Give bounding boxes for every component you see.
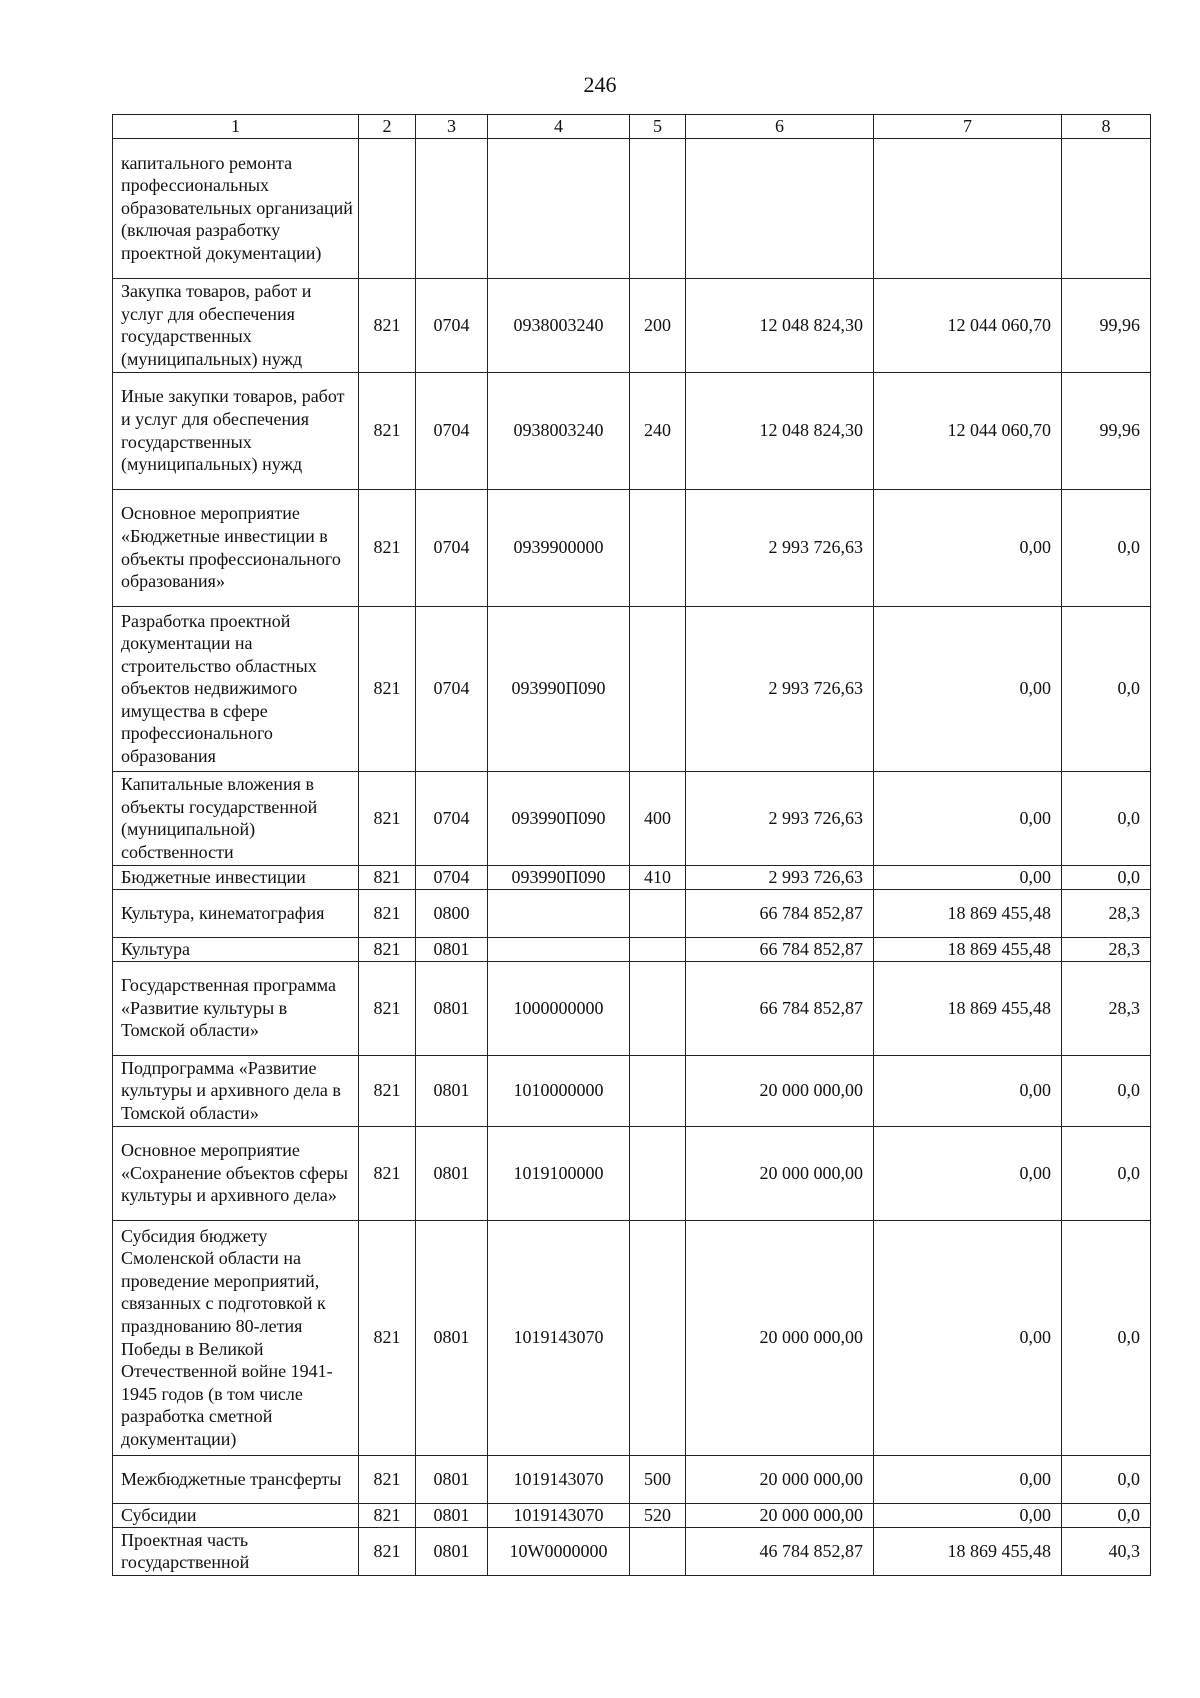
- approved-amount-cell: 2 993 726,63: [686, 771, 874, 865]
- section-code-cell: 0801: [416, 1503, 488, 1527]
- approved-amount-cell: [686, 138, 874, 278]
- row-label-cell: Закупка товаров, работ и услуг для обеспечения государственных (муниципальных) нужд: [113, 278, 359, 372]
- execution-percent-cell: 0,0: [1062, 1220, 1151, 1455]
- table-row: [113, 489, 1151, 606]
- header-cell: 5: [630, 115, 686, 139]
- row-label-cell: Иные закупки товаров, работ и услуг для обеспечения государственных (муниципальных) нужд: [113, 372, 359, 489]
- expense-type-code-cell: [630, 138, 686, 278]
- row-label-cell: Разработка проектной документации на строительство областных объектов недвижимого имущества в сфере профессионального образования: [113, 606, 359, 771]
- section-code-cell: 0801: [416, 1126, 488, 1220]
- execution-percent-cell: 99,96: [1062, 278, 1151, 372]
- table-row: [113, 278, 1151, 372]
- ministry-code-cell: 821: [359, 771, 416, 865]
- page-number: 246: [583, 72, 617, 97]
- row-label-cell: Субсидии: [113, 1503, 359, 1527]
- executed-amount-cell: 0,00: [874, 865, 1062, 889]
- expense-type-code-cell: [630, 1055, 686, 1126]
- row-label-cell: Межбюджетные трансферты: [113, 1455, 359, 1503]
- section-code-cell: 0801: [416, 1527, 488, 1575]
- executed-amount-cell: [874, 138, 1062, 278]
- approved-amount-cell: 66 784 852,87: [686, 937, 874, 961]
- target-article-code-cell: 10W0000000: [488, 1527, 630, 1575]
- executed-amount-cell: 12 044 060,70: [874, 278, 1062, 372]
- table-row: [113, 372, 1151, 489]
- ministry-code-cell: 821: [359, 1220, 416, 1455]
- target-article-code-cell: 1019143070: [488, 1455, 630, 1503]
- table-row: [113, 937, 1151, 961]
- row-label-cell: Бюджетные инвестиции: [113, 865, 359, 889]
- table-row: [113, 865, 1151, 889]
- table-row: [113, 771, 1151, 865]
- section-code-cell: 0800: [416, 889, 488, 937]
- budget-table: [112, 114, 1151, 1576]
- section-code-cell: 0801: [416, 1220, 488, 1455]
- row-label-cell: Основное мероприятие «Сохранение объектов сферы культуры и архивного дела»: [113, 1126, 359, 1220]
- expense-type-code-cell: 240: [630, 372, 686, 489]
- approved-amount-cell: 20 000 000,00: [686, 1220, 874, 1455]
- execution-percent-cell: 0,0: [1062, 489, 1151, 606]
- table-row: [113, 1220, 1151, 1455]
- target-article-code-cell: 1010000000: [488, 1055, 630, 1126]
- table-row: [113, 1455, 1151, 1503]
- expense-type-code-cell: [630, 937, 686, 961]
- approved-amount-cell: 20 000 000,00: [686, 1455, 874, 1503]
- row-label-cell: Культура, кинематография: [113, 889, 359, 937]
- ministry-code-cell: 821: [359, 889, 416, 937]
- row-label-cell: Проектная часть государственной: [113, 1527, 359, 1575]
- approved-amount-cell: 20 000 000,00: [686, 1055, 874, 1126]
- header-cell: 7: [874, 115, 1062, 139]
- execution-percent-cell: [1062, 138, 1151, 278]
- expense-type-code-cell: 520: [630, 1503, 686, 1527]
- ministry-code-cell: 821: [359, 372, 416, 489]
- expense-type-code-cell: [630, 889, 686, 937]
- row-label-cell: Государственная программа «Развитие культуры в Томской области»: [113, 961, 359, 1055]
- expense-type-code-cell: 400: [630, 771, 686, 865]
- header-cell: 2: [359, 115, 416, 139]
- ministry-code-cell: 821: [359, 961, 416, 1055]
- executed-amount-cell: 0,00: [874, 606, 1062, 771]
- approved-amount-cell: 20 000 000,00: [686, 1503, 874, 1527]
- execution-percent-cell: 28,3: [1062, 961, 1151, 1055]
- target-article-code-cell: 1019143070: [488, 1220, 630, 1455]
- target-article-code-cell: 1019100000: [488, 1126, 630, 1220]
- execution-percent-cell: 28,3: [1062, 937, 1151, 961]
- row-label-cell: Подпрограмма «Развитие культуры и архивного дела в Томской области»: [113, 1055, 359, 1126]
- executed-amount-cell: 18 869 455,48: [874, 1527, 1062, 1575]
- section-code-cell: 0704: [416, 771, 488, 865]
- approved-amount-cell: 46 784 852,87: [686, 1527, 874, 1575]
- target-article-code-cell: [488, 937, 630, 961]
- row-label-cell: Культура: [113, 937, 359, 961]
- execution-percent-cell: 0,0: [1062, 865, 1151, 889]
- target-article-code-cell: 093990П090: [488, 865, 630, 889]
- header-cell: 6: [686, 115, 874, 139]
- section-code-cell: 0704: [416, 489, 488, 606]
- ministry-code-cell: [359, 138, 416, 278]
- execution-percent-cell: 0,0: [1062, 1055, 1151, 1126]
- header-cell: 8: [1062, 115, 1151, 139]
- target-article-code-cell: 1019143070: [488, 1503, 630, 1527]
- section-code-cell: 0704: [416, 372, 488, 489]
- section-code-cell: 0801: [416, 937, 488, 961]
- ministry-code-cell: 821: [359, 489, 416, 606]
- section-code-cell: 0704: [416, 865, 488, 889]
- ministry-code-cell: 821: [359, 1455, 416, 1503]
- executed-amount-cell: 0,00: [874, 771, 1062, 865]
- row-label-cell: Капитальные вложения в объекты государственной (муниципальной) собственности: [113, 771, 359, 865]
- expense-type-code-cell: [630, 961, 686, 1055]
- expense-type-code-cell: 410: [630, 865, 686, 889]
- execution-percent-cell: 0,0: [1062, 771, 1151, 865]
- ministry-code-cell: 821: [359, 1055, 416, 1126]
- target-article-code-cell: 0938003240: [488, 278, 630, 372]
- execution-percent-cell: 0,0: [1062, 1503, 1151, 1527]
- expense-type-code-cell: [630, 606, 686, 771]
- ministry-code-cell: 821: [359, 606, 416, 771]
- expense-type-code-cell: 200: [630, 278, 686, 372]
- table-row: [113, 1126, 1151, 1220]
- section-code-cell: 0704: [416, 606, 488, 771]
- expense-type-code-cell: [630, 1220, 686, 1455]
- executed-amount-cell: 0,00: [874, 1455, 1062, 1503]
- table-row: [113, 1503, 1151, 1527]
- approved-amount-cell: 66 784 852,87: [686, 961, 874, 1055]
- target-article-code-cell: 0938003240: [488, 372, 630, 489]
- ministry-code-cell: 821: [359, 1503, 416, 1527]
- section-code-cell: 0801: [416, 1455, 488, 1503]
- expense-type-code-cell: [630, 1527, 686, 1575]
- expense-type-code-cell: [630, 1126, 686, 1220]
- header-cell: 1: [113, 115, 359, 139]
- executed-amount-cell: 0,00: [874, 1220, 1062, 1455]
- section-code-cell: [416, 138, 488, 278]
- header-row: [113, 115, 1151, 139]
- approved-amount-cell: 66 784 852,87: [686, 889, 874, 937]
- execution-percent-cell: 28,3: [1062, 889, 1151, 937]
- target-article-code-cell: 093990П090: [488, 606, 630, 771]
- table-row: [113, 961, 1151, 1055]
- execution-percent-cell: 0,0: [1062, 606, 1151, 771]
- executed-amount-cell: 0,00: [874, 1503, 1062, 1527]
- header-cell: 3: [416, 115, 488, 139]
- executed-amount-cell: 0,00: [874, 1126, 1062, 1220]
- executed-amount-cell: 18 869 455,48: [874, 937, 1062, 961]
- approved-amount-cell: 2 993 726,63: [686, 606, 874, 771]
- approved-amount-cell: 2 993 726,63: [686, 865, 874, 889]
- row-label-cell: капитального ремонта профессиональных образовательных организаций (включая разработку проектной документации): [113, 138, 359, 278]
- ministry-code-cell: 821: [359, 1126, 416, 1220]
- expense-type-code-cell: 500: [630, 1455, 686, 1503]
- target-article-code-cell: 1000000000: [488, 961, 630, 1055]
- section-code-cell: 0801: [416, 961, 488, 1055]
- execution-percent-cell: 99,96: [1062, 372, 1151, 489]
- executed-amount-cell: 0,00: [874, 489, 1062, 606]
- table-row: [113, 606, 1151, 771]
- target-article-code-cell: 093990П090: [488, 771, 630, 865]
- executed-amount-cell: 18 869 455,48: [874, 961, 1062, 1055]
- approved-amount-cell: 12 048 824,30: [686, 278, 874, 372]
- target-article-code-cell: [488, 889, 630, 937]
- ministry-code-cell: 821: [359, 937, 416, 961]
- table-row: [113, 1527, 1151, 1575]
- approved-amount-cell: 2 993 726,63: [686, 489, 874, 606]
- table-row: [113, 1055, 1151, 1126]
- header-cell: 4: [488, 115, 630, 139]
- executed-amount-cell: 12 044 060,70: [874, 372, 1062, 489]
- row-label-cell: Субсидия бюджету Смоленской области на проведение мероприятий, связанных с подготовкой к празднованию 80-летия Победы в Великой Отечественной войне 1941-1945 годов (в том числе разработка сметной документации): [113, 1220, 359, 1455]
- section-code-cell: 0801: [416, 1055, 488, 1126]
- approved-amount-cell: 12 048 824,30: [686, 372, 874, 489]
- execution-percent-cell: 40,3: [1062, 1527, 1151, 1575]
- row-label-cell: Основное мероприятие «Бюджетные инвестиции в объекты профессионального образования»: [113, 489, 359, 606]
- executed-amount-cell: 18 869 455,48: [874, 889, 1062, 937]
- execution-percent-cell: 0,0: [1062, 1455, 1151, 1503]
- target-article-code-cell: 0939900000: [488, 489, 630, 606]
- executed-amount-cell: 0,00: [874, 1055, 1062, 1126]
- table-row: [113, 889, 1151, 937]
- table-row: [113, 138, 1151, 278]
- ministry-code-cell: 821: [359, 1527, 416, 1575]
- ministry-code-cell: 821: [359, 278, 416, 372]
- section-code-cell: 0704: [416, 278, 488, 372]
- ministry-code-cell: 821: [359, 865, 416, 889]
- expense-type-code-cell: [630, 489, 686, 606]
- execution-percent-cell: 0,0: [1062, 1126, 1151, 1220]
- target-article-code-cell: [488, 138, 630, 278]
- approved-amount-cell: 20 000 000,00: [686, 1126, 874, 1220]
